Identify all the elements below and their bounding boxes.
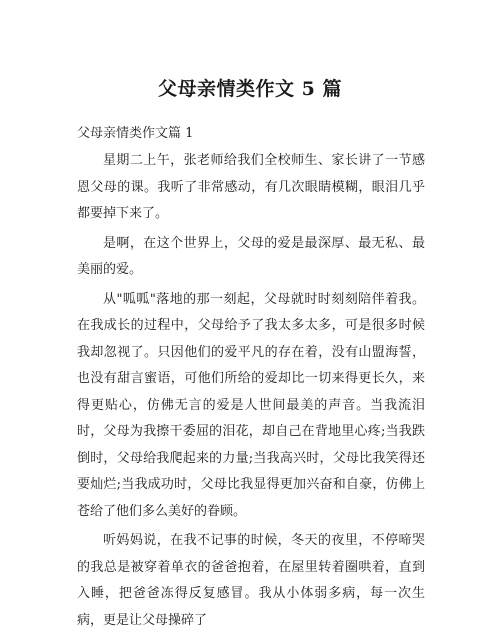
paragraph: 从"呱呱"落地的那一刻起，父母就时时刻刻陪伴着我。在我成长的过程中，父母给予了我太多太多，可是很多时候我却忽视了。只因他们的爱平凡的存在着，没有山盟海誓，也没有甜言蜜语，可他们所给的爱却比一切来得更长久，来得更贴心，仿佛无言的爱是人世间最美的声音。当我流泪时，父母为我擦干委屈的泪花，却自己在背地里心疼;当我跌倒时，父母给我爬起来的力量;当我高兴时，父母比我笑得还要灿烂;当我成功时，父母比我显得更加兴奋和自豪，仿佛上苍给了他们多么美好的眷顾。 [77,291,425,519]
document-body [77,148,425,637]
paragraph: 是啊，在这个世界上，父母的爱是最深厚、最无私、最美丽的爱。 [77,235,425,277]
paragraph: 听妈妈说，在我不记事的时候，冬天的夜里，不停啼哭的我总是被穿着单衣的爸爸抱着，在屋里转着圈哄着，直到入睡，把爸爸冻得反复感冒。我从小体弱多病，每一次生病，更是让父母操碎了 [77,533,425,628]
paragraph: 星期二上午，张老师给我们全校师生、家长讲了一节感恩父母的课。我听了非常感动，有几次眼睛模糊，眼泪几乎都要掉下来了。 [77,153,425,221]
document-title: 父母亲情类作文 5 篇 [158,78,342,100]
section-heading: 父母亲情类作文篇 1 [77,126,194,141]
